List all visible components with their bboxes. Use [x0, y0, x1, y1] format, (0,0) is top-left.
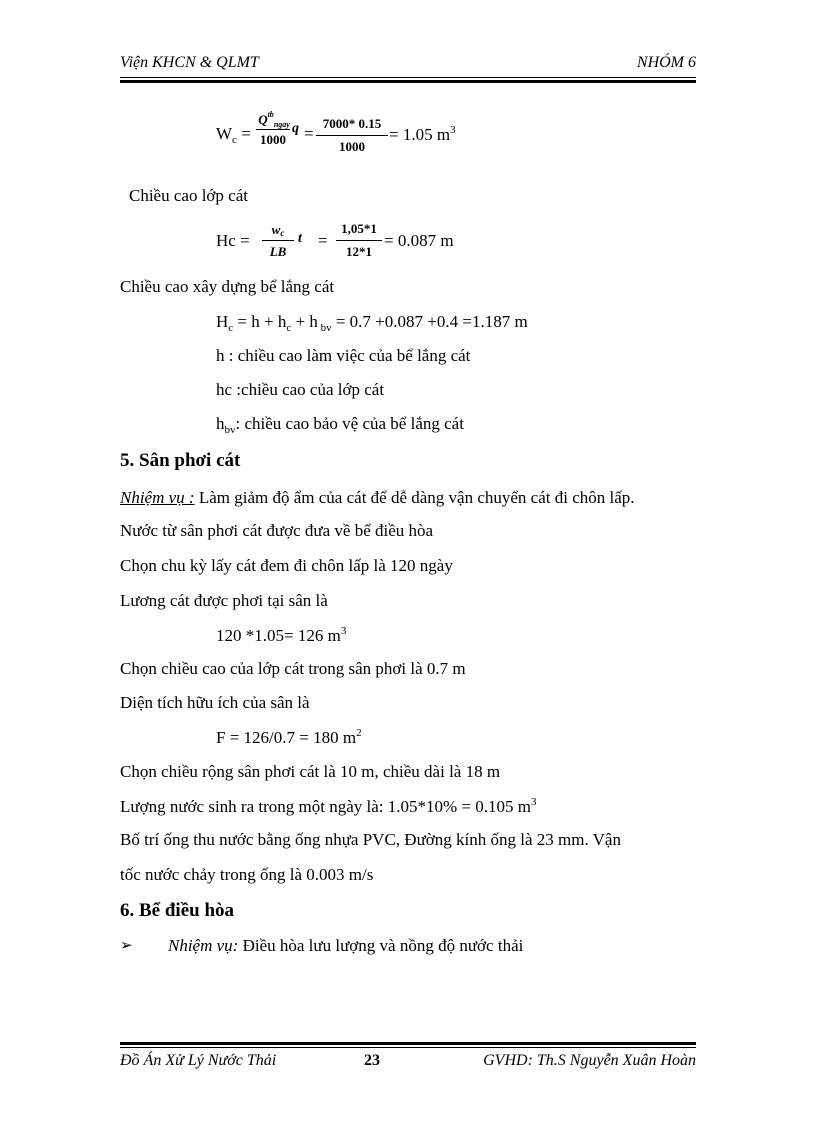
- section5-task: Nhiệm vụ : Làm giảm độ ẩm của cát để dễ dàng vận chuyển cát đi chôn lấp.: [120, 488, 635, 507]
- wc-result: = 1.05 m: [389, 125, 451, 144]
- header-rule: [120, 77, 696, 78]
- section5-calc-area: F = 126/0.7 = 180 $m^2$: [216, 727, 362, 747]
- hc-result: = 0.087 m: [384, 231, 454, 250]
- label-cat-height: Chiều cao lớp cát: [129, 186, 248, 205]
- section5-line: Nước từ sân phơi cát được đưa về bể điều hòa: [120, 521, 434, 540]
- def-hc: hc :chiều cao của lớp cát: [216, 380, 385, 399]
- bullet-icon: ➢: [120, 938, 133, 954]
- hc-frac2-num: 1,05*1: [341, 221, 377, 236]
- section5-title: 5. Sân phơi cát: [120, 450, 241, 471]
- wc-frac2-den: 1000: [339, 139, 365, 154]
- section5-water: Lượng nước sinh ra trong một ngày là: 1.05*10% = 0.105 $m^3$: [120, 796, 537, 816]
- formula-total-height: $H_c = h + h_c + h$ $_{bv}$ = 0.7 +0.087 +0.4 =1.187 m: [216, 312, 528, 334]
- section5-calc-amount: 120 *1.05= 126 $m^3$: [216, 625, 347, 645]
- footer-rule: [120, 1047, 696, 1048]
- section5-line: tốc nước chảy trong ống là 0.003 m/s: [120, 865, 374, 884]
- section6-task: Nhiệm vụ: Điều hòa lưu lượng và nồng độ nước thải: [168, 936, 524, 955]
- section6-title: 6. Bể điều hòa: [120, 900, 235, 921]
- wc-lhs: W: [216, 124, 233, 143]
- def-h: h : chiều cao làm việc của bể lắng cát: [216, 346, 471, 365]
- hc-frac2-den: 12*1: [346, 244, 372, 259]
- section5-line: Chọn chu kỳ lấy cát đem đi chôn lấp là 120 ngày: [120, 556, 453, 575]
- header-right: NHÓM 6: [636, 54, 696, 71]
- label-build-height: Chiều cao xây dựng bể lắng cát: [120, 277, 335, 296]
- section5-line: Bố trí ống thu nước bằng ống nhựa PVC, Đường kính ống là 23 mm. Vận: [120, 830, 621, 849]
- wc-frac2-num: 7000* 0.15: [322, 116, 382, 131]
- header-left: Viện KHCN & QLMT: [120, 54, 259, 71]
- footer-left: Đồ Án Xử Lý Nước Thải: [120, 1052, 277, 1069]
- header-rule-thick: [120, 80, 696, 83]
- wc-frac1-den: 1000: [260, 132, 286, 147]
- footer-rule-thick: [120, 1042, 696, 1045]
- section5-line: Chọn chiều cao của lớp cát trong sân phơi là 0.7 m: [120, 659, 466, 678]
- def-hbv: $h_{bv}$: chiều cao bảo vệ của bể lắng cát: [216, 414, 464, 436]
- wc-frac1-num: $Q^{tb}_{ngay}$: [258, 110, 290, 129]
- section5-line: Diện tích hữu ích của sân là: [120, 693, 310, 712]
- section5-line: Chọn chiều rộng sân phơi cát là 10 m, chiều dài là 18 m: [120, 762, 501, 781]
- page-number: 23: [364, 1052, 380, 1069]
- hc-frac1-den: LB: [269, 244, 287, 259]
- footer-right: GVHD: Th.S Nguyễn Xuân Hoàn: [483, 1052, 696, 1069]
- section5-line: Lương cát được phơi tại sân là: [120, 591, 328, 610]
- hc-frac1-num: wc: [271, 222, 285, 238]
